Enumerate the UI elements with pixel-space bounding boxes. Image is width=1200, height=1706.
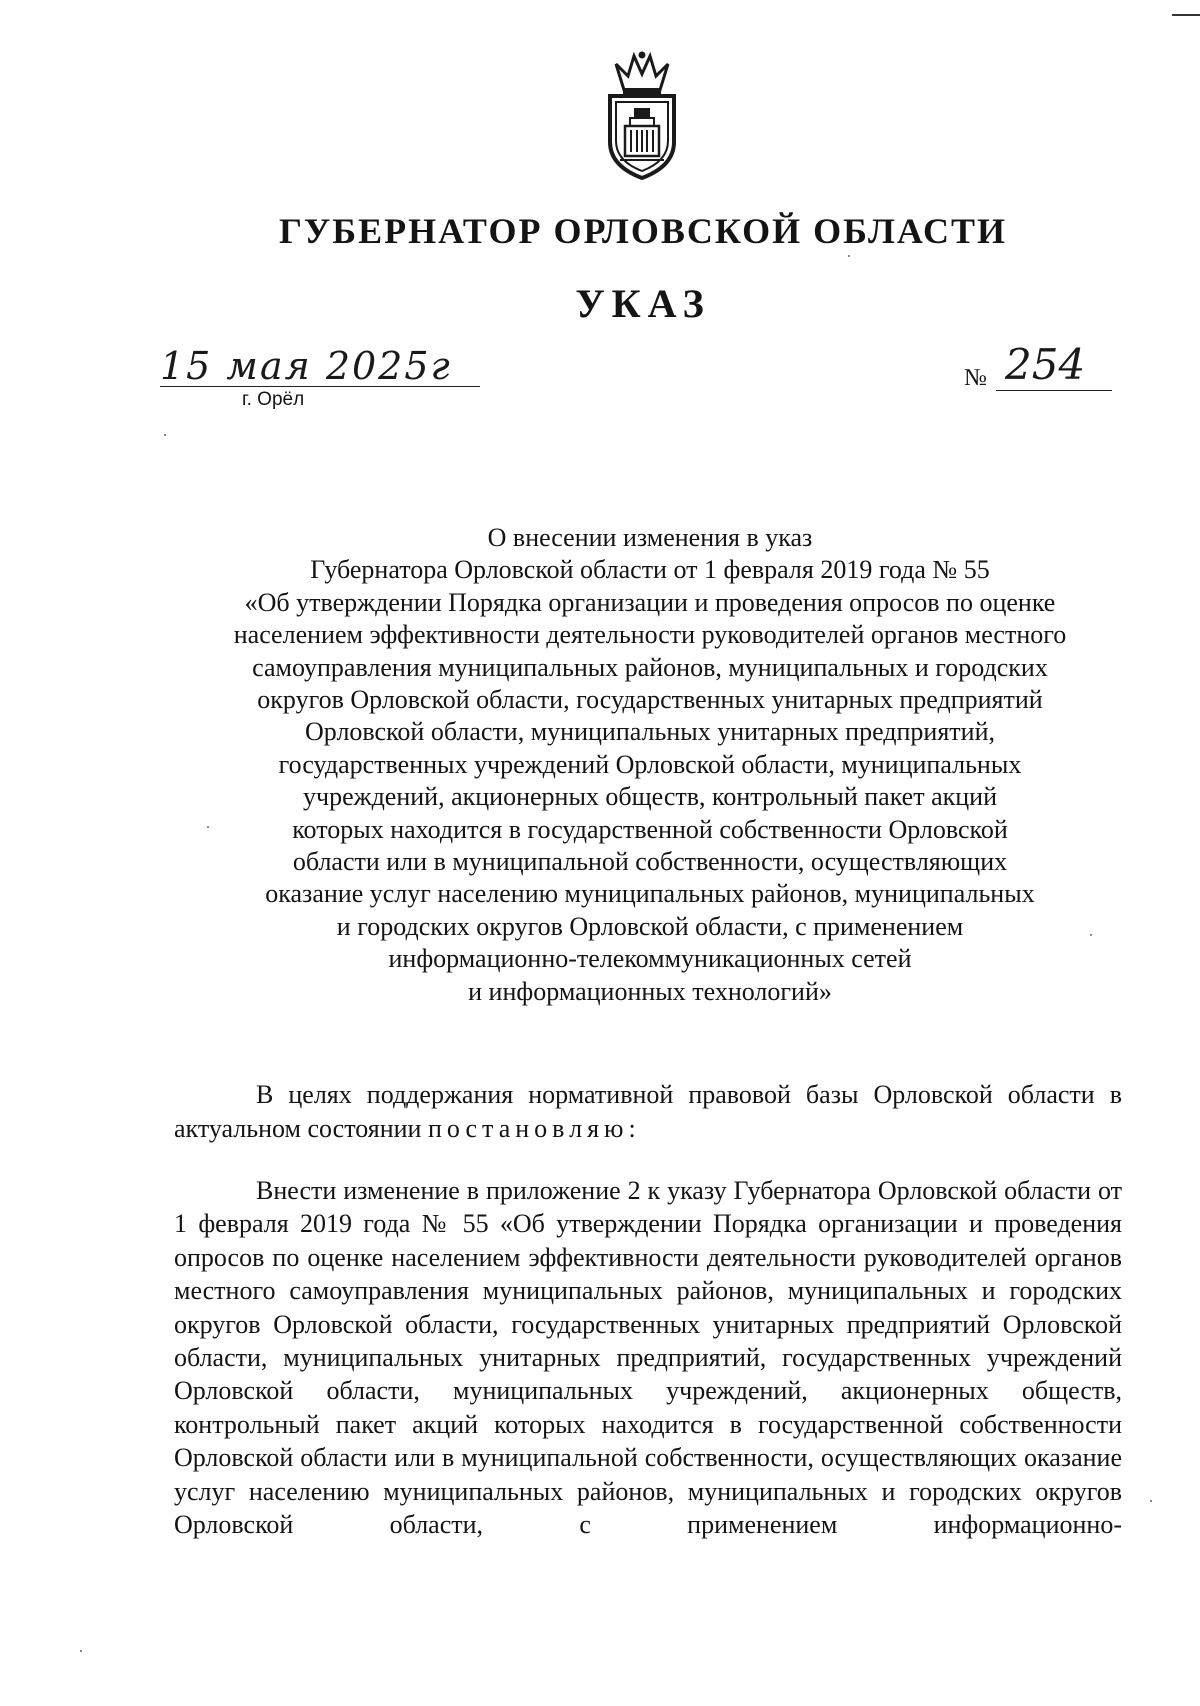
subject-line: государственных учреждений Орловской области, муниципальных [278, 749, 1022, 779]
subject-line: и городских округов Орловской области, с применением [336, 911, 964, 941]
subject-line: округов Орловской области, государственных унитарных предприятий [257, 685, 1043, 715]
city-caption: г. Орёл [242, 389, 305, 410]
scan-edge-mark [1172, 14, 1200, 16]
document-type: УКАЗ [575, 281, 711, 326]
decree-subject [175, 522, 1125, 1008]
coat-of-arms-icon [596, 50, 688, 180]
decree-word: постановляю [427, 1114, 629, 1143]
subject-line: «Об утверждении Порядка организации и проведения опросов по оценке [244, 587, 1056, 617]
subject-line: О внесении изменения в указ [487, 523, 813, 552]
handwritten-number: 254 [1005, 340, 1086, 389]
subject-line: которых находится в государственной собственности Орловской [292, 814, 1008, 844]
preamble-paragraph [174, 1078, 1122, 1146]
number-underline [996, 390, 1112, 391]
body-paragraph-text: Внести изменение в приложение 2 к указу Губернатора Орловской области от 1 февраля 2019 года № 55 «Об утверждении Порядка организации и проведения опросов по оценке населением эффективности деятельности руководителей органов местного самоуправления муниципальных районов, муниципальных и городских округов Орловской области, государственных унитарных предприятий Орловской области, муниципальных унитарных предприятий, государственных учреждений Орловской области, муниципальных учреждений, акционерных обществ, контрольный пакет акций которых находится в государственной собственности Орловской области или в муниципальной собственности, осуществляющих оказание услуг населению муниципальных районов, муниципальных и городских округов Орловской области, с применением информационно- [174, 1176, 1122, 1540]
subject-line: самоуправления муниципальных районов, муниципальных и городских [252, 652, 1048, 682]
subject-line: Губернатора Орловской области от 1 февраля 2019 года № 55 [310, 555, 990, 585]
issuer-title: ГУБЕРНАТОР ОРЛОВСКОЙ ОБЛАСТИ [278, 211, 1008, 251]
scan-speck [1090, 934, 1092, 936]
subject-line: оказание услуг населению муниципальных районов, муниципальных [265, 879, 1035, 909]
scan-speck [80, 1650, 82, 1652]
scan-speck [848, 255, 850, 257]
subject-line: Орловской области, муниципальных унитарных предприятий, [305, 717, 995, 747]
handwritten-date: 15 мая 2025г [160, 344, 452, 388]
scan-speck [207, 826, 209, 828]
preamble-colon: : [628, 1114, 636, 1143]
subject-line: учреждений, акционерных обществ, контрольный пакет акций [303, 782, 997, 812]
date-underline [160, 386, 480, 387]
preamble-text: В целях поддержания нормативной правовой базы Орловской области в актуальном состоянии [174, 1080, 1122, 1143]
subject-line: населением эффективности деятельности руководителей органов местного [233, 620, 1067, 650]
subject-line: информационно-телекоммуникационных сетей [388, 944, 912, 974]
scan-speck [1150, 1500, 1152, 1502]
scan-speck [164, 434, 166, 436]
number-sign: № [964, 365, 987, 391]
body-paragraph [174, 1174, 1122, 1541]
subject-line: области или в муниципальной собственности, осуществляющих [292, 847, 1008, 877]
subject-line: и информационных технологий» [468, 976, 832, 1006]
